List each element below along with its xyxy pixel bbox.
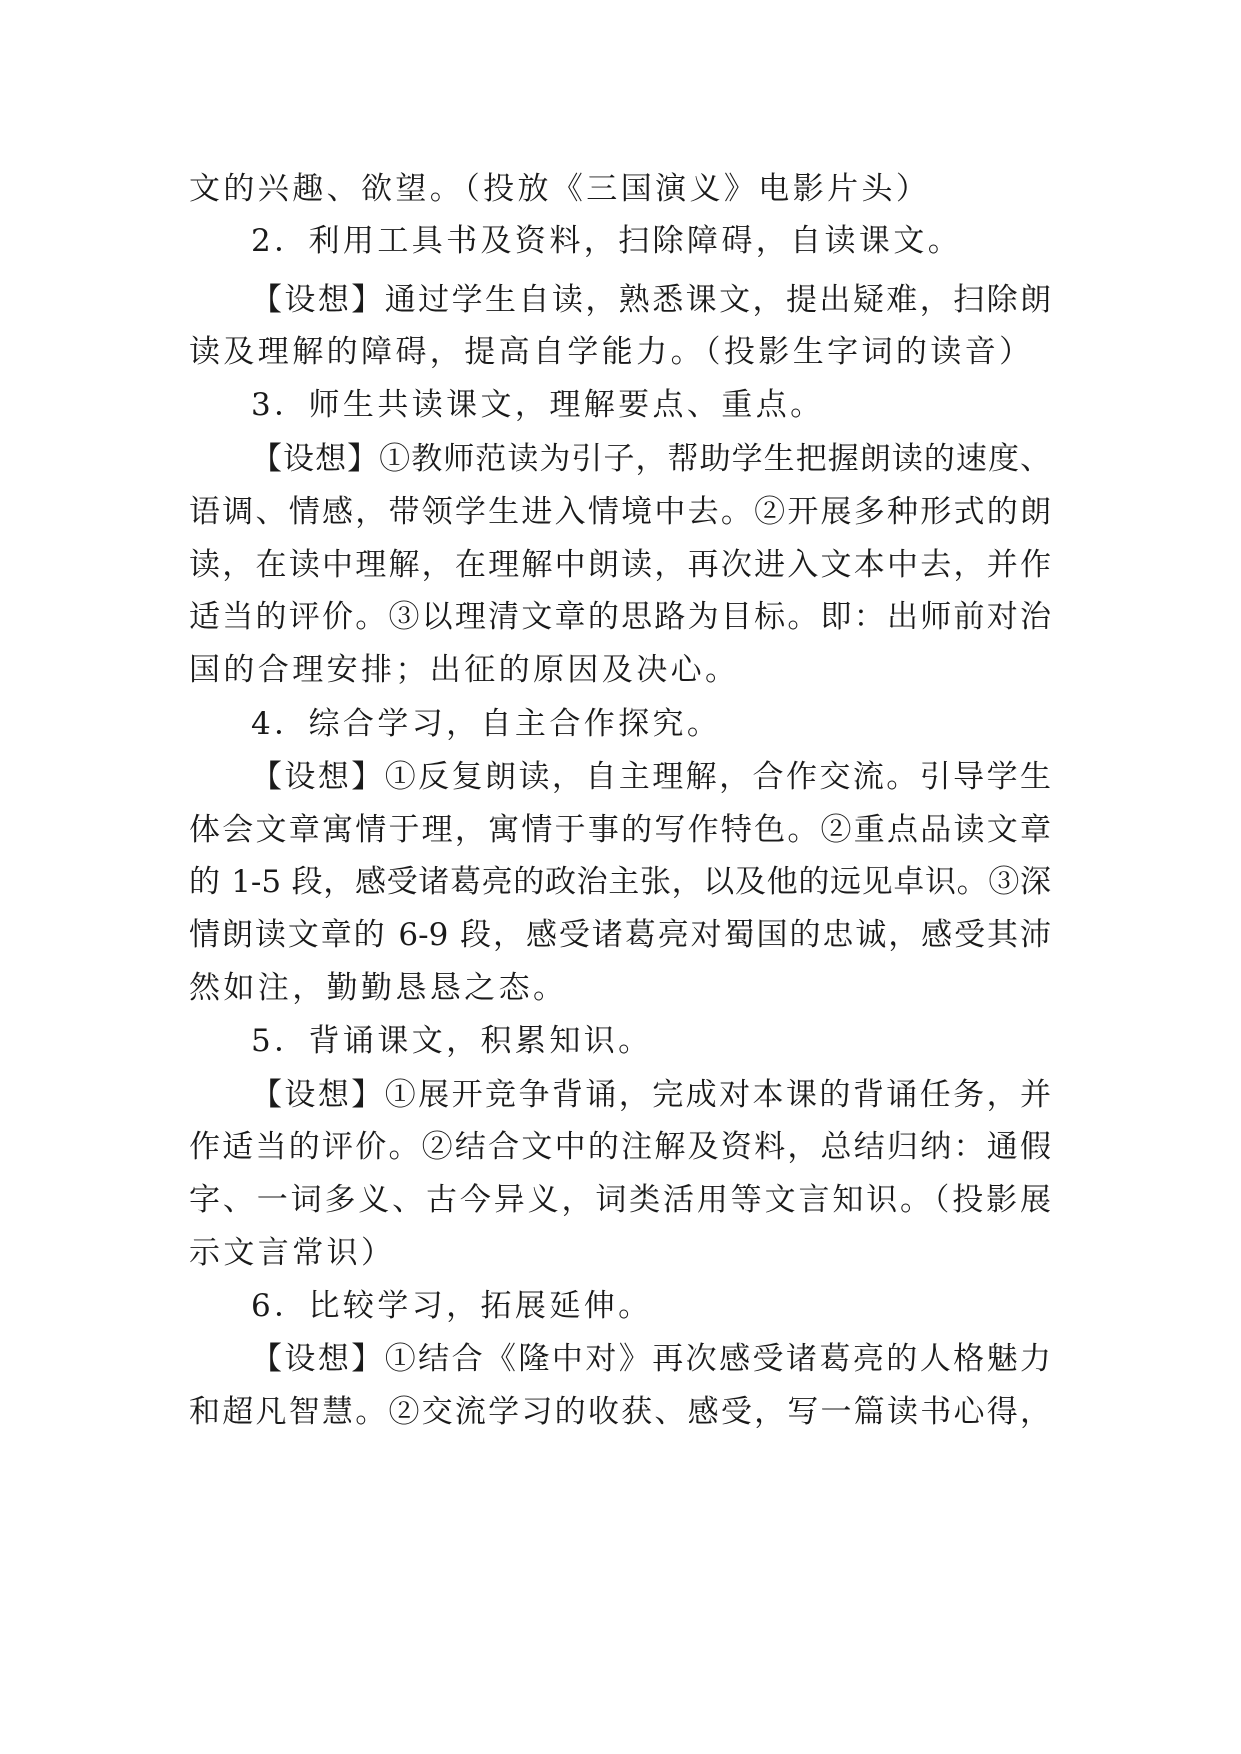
- text-line: 和超凡智慧。②交流学习的收获、感受，写一篇读书心得，: [189, 1394, 1051, 1430]
- text-line: 读及理解的障碍，提高自学能力。（投影生字词的读音）: [189, 334, 1034, 370]
- text-line: 读，在读中理解，在理解中朗读，再次进入文本中去，并作: [189, 547, 1051, 583]
- text-line: 语调、情感，带领学生进入情境中去。②开展多种形式的朗: [189, 494, 1051, 530]
- text-line: 体会文章寓情于理，寓情于事的写作特色。②重点品读文章: [189, 812, 1051, 848]
- text-line: 6．比较学习，拓展延伸。: [251, 1288, 653, 1324]
- text-line: 的 1-5 段，感受诸葛亮的政治主张，以及他的远见卓识。③深: [189, 864, 1051, 900]
- text-line: 适当的评价。③以理清文章的思路为目标。即：出师前对治: [189, 599, 1051, 635]
- text-line: 国的合理安排；出征的原因及决心。: [189, 652, 740, 688]
- text-line: 4．综合学习，自主合作探究。: [251, 706, 722, 742]
- text-line: 【设想】①展开竞争背诵，完成对本课的背诵任务，并: [251, 1077, 1051, 1113]
- text-line: 字、一词多义、古今异义，词类活用等文言知识。（投影展: [189, 1182, 1051, 1218]
- text-line: 示文言常识）: [189, 1235, 396, 1271]
- text-line: 【设想】通过学生自读，熟悉课文，提出疑难，扫除朗: [251, 282, 1051, 318]
- text-line: 【设想】①结合《隆中对》再次感受诸葛亮的人格魅力: [251, 1341, 1051, 1377]
- text-line: 作适当的评价。②结合文中的注解及资料，总结归纳：通假: [189, 1129, 1051, 1165]
- text-line: 【设想】①反复朗读，自主理解，合作交流。引导学生: [251, 759, 1051, 795]
- text-line: 然如注，勤勤恳恳之态。: [189, 970, 568, 1006]
- text-line: 【设想】①教师范读为引子，帮助学生把握朗读的速度、: [251, 441, 1051, 477]
- text-line: 文的兴趣、欲望。（投放《三国演义》电影片头）: [189, 171, 931, 207]
- text-line: 情朗读文章的 6-9 段，感受诸葛亮对蜀国的忠诚，感受其沛: [189, 917, 1051, 953]
- text-line: 3．师生共读课文，理解要点、重点。: [251, 387, 825, 423]
- text-line: 2．利用工具书及资料，扫除障碍，自读课文。: [251, 223, 963, 259]
- text-line: 5．背诵课文，积累知识。: [251, 1023, 653, 1059]
